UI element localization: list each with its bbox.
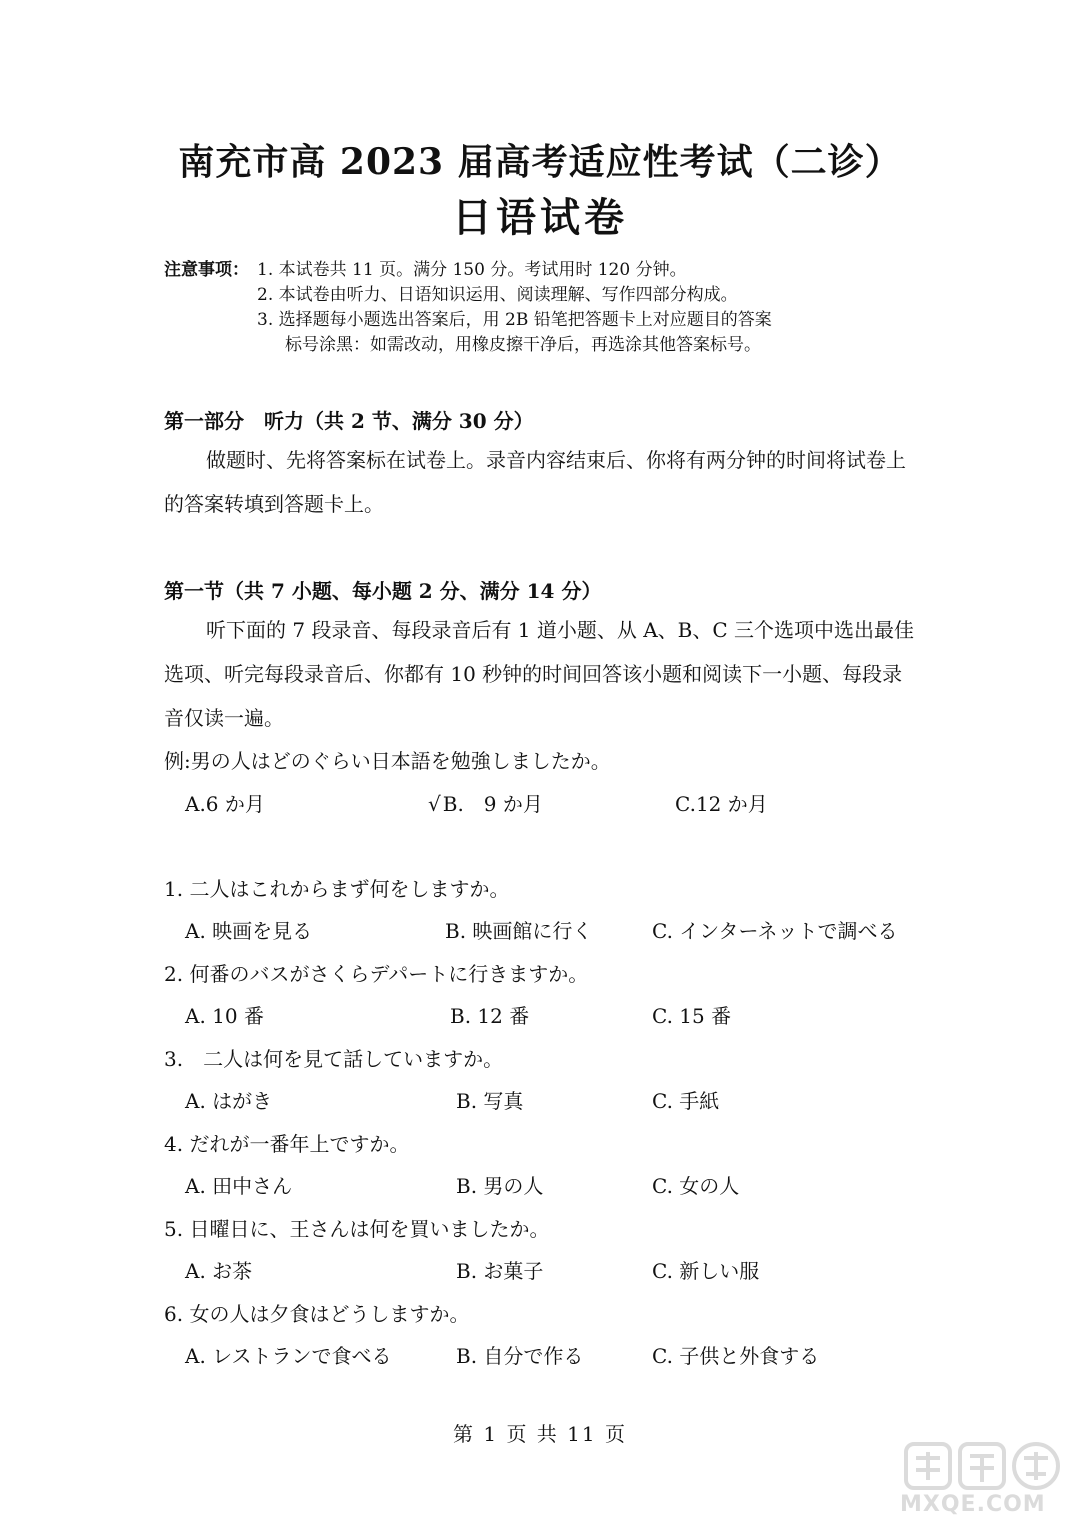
watermark bbox=[900, 1440, 1070, 1522]
check-mark-icon: √ bbox=[428, 792, 441, 816]
note-item: 2. 本试卷由听力、日语知识运用、阅读理解、写作四部分构成。 bbox=[257, 285, 738, 305]
example-option-c: C.12 か月 bbox=[675, 792, 768, 816]
question-3-option-c: C. 手紙 bbox=[652, 1089, 720, 1113]
question-4-option-b: B. 男の人 bbox=[456, 1174, 544, 1198]
example-option-b bbox=[428, 788, 543, 817]
question-6: 6. 女の人は夕食はどうしますか。 bbox=[164, 1302, 470, 1326]
question-6-option-c: C. 子供と外食する bbox=[652, 1344, 820, 1368]
note-item: 1. 本试卷共 11 页。满分 150 分。考试用时 120 分钟。 bbox=[257, 260, 687, 280]
example-option-a: A.6 か月 bbox=[185, 792, 265, 816]
part1-heading: 第一部分 听力（共 2 节、满分 30 分） bbox=[164, 409, 534, 433]
question-3-option-b: B. 写真 bbox=[456, 1089, 524, 1113]
question-6-option-a: A. レストランで食べる bbox=[185, 1344, 392, 1368]
answer-stamp-logo-icon bbox=[900, 1440, 1070, 1492]
exam-subject-title: 日语试卷 bbox=[452, 194, 628, 241]
section1-instruction: 听下面的 7 段录音、每段录音后有 1 道小题、从 A、B、C 三个选项中选出最佳选项、听完每段录音后、你都有 10 秒钟的时间回答该小题和阅读下一小题、每段录音仅读一遍。 bbox=[164, 618, 915, 730]
example-option-b-label: B. 9 か月 bbox=[442, 792, 543, 816]
example-question: 例:男の人はどのぐらい日本語を勉強しましたか。 bbox=[164, 749, 611, 773]
question-5-option-a: A. お茶 bbox=[185, 1259, 253, 1283]
notes-list bbox=[257, 258, 937, 358]
question-2-option-c: C. 15 番 bbox=[652, 1004, 732, 1028]
notes-label: 注意事项： bbox=[164, 260, 249, 280]
note-item: 3. 选择题每小题选出答案后，用 2B 铅笔把答题卡上对应题目的答案 bbox=[257, 310, 772, 330]
question-2-option-a: A. 10 番 bbox=[185, 1004, 264, 1028]
question-4-option-a: A. 田中さん bbox=[185, 1174, 293, 1198]
question-4: 4. だれが一番年上ですか。 bbox=[164, 1132, 410, 1156]
question-1-option-c: C. インターネットで調べる bbox=[652, 919, 898, 943]
page-footer: 第 1 页 共 11 页 bbox=[453, 1422, 627, 1446]
question-5-option-c: C. 新しい服 bbox=[652, 1259, 760, 1283]
question-1-option-a: A. 映画を見る bbox=[185, 919, 313, 943]
part1-instruction: 做题时、先将答案标在试卷上。录音内容结束后、你将有两分钟的时间将试卷上的答案转填到答题卡上。 bbox=[164, 448, 906, 516]
note-item: 标号涂黑：如需改动，用橡皮擦干净后，再选涂其他答案标号。 bbox=[285, 335, 761, 355]
question-1: 1. 二人はこれからまず何をしますか。 bbox=[164, 877, 510, 901]
question-2: 2. 何番のバスがさくらデパートに行きますか。 bbox=[164, 962, 589, 986]
question-5: 5. 日曜日に、王さんは何を買いましたか。 bbox=[164, 1217, 550, 1241]
question-5-option-b: B. お菓子 bbox=[456, 1259, 544, 1283]
question-3-option-a: A. はがき bbox=[185, 1089, 273, 1113]
question-3: 3. 二人は何を見て話していますか。 bbox=[164, 1047, 504, 1071]
question-1-option-b: B. 映画館に行く bbox=[445, 919, 593, 943]
question-2-option-b: B. 12 番 bbox=[450, 1004, 530, 1028]
section1-heading: 第一节（共 7 小题、每小题 2 分、满分 14 分） bbox=[164, 579, 602, 603]
watermark-text: MXQE.COM bbox=[900, 1492, 1046, 1517]
question-4-option-c: C. 女の人 bbox=[652, 1174, 740, 1198]
exam-title: 南充市高 2023 届高考适应性考试（二诊） bbox=[178, 141, 902, 183]
question-6-option-b: B. 自分で作る bbox=[456, 1344, 584, 1368]
